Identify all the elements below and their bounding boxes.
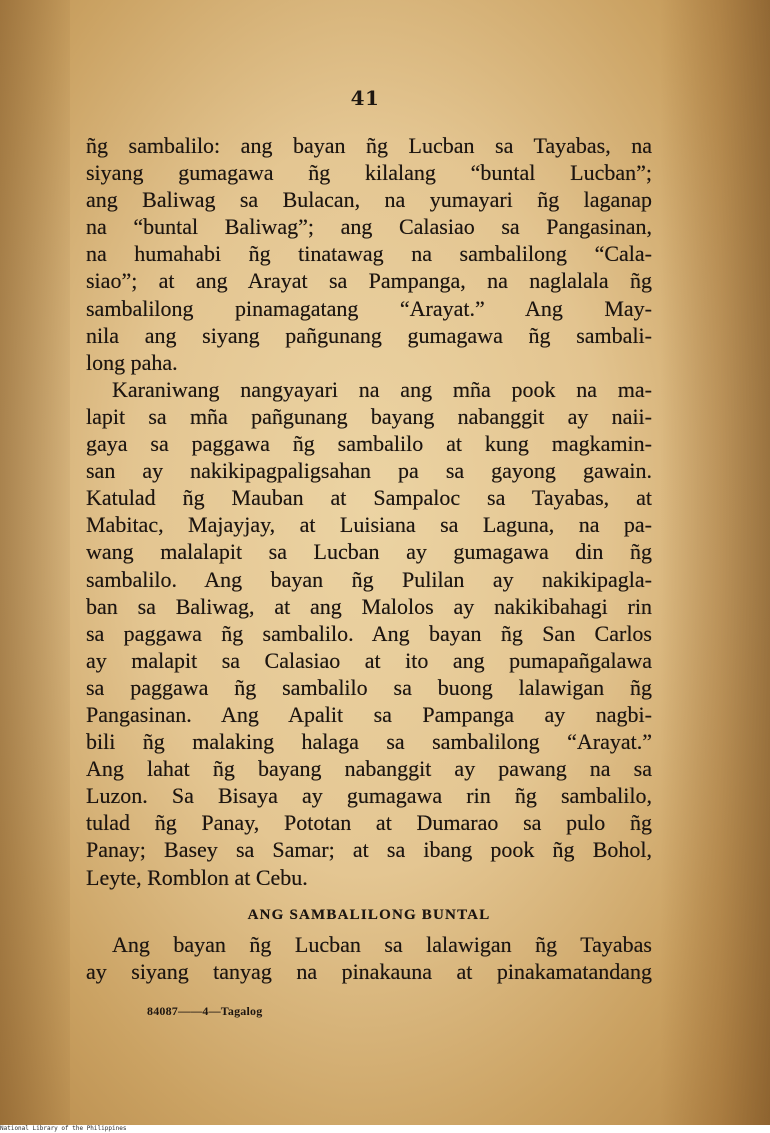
page-number: 41 (350, 86, 380, 110)
text-line: siyang gumagawa ñg kilalang “buntal Lucban”; (86, 160, 652, 186)
library-credit-text: National Library of the Philippines (0, 1125, 127, 1132)
section-heading: ANG SAMBALILONG BUNTAL (247, 906, 491, 923)
text-line: Katulad ñg Mauban at Sampaloc sa Tayabas, at (86, 485, 652, 511)
text-line: Pangasinan. Ang Apalit sa Pampanga ay nagbi- (86, 701, 652, 727)
text-line: ay siyang tanyag na pinakauna at pinakamatandang (86, 958, 652, 984)
printer-code-footer: 84087——4—Tagalog (147, 1004, 263, 1018)
text-line: Luzon. Sa Bisaya ay gumagawa rin ñg sambalilo, (86, 783, 652, 809)
text-line: nila ang siyang pañgunang gumagawa ñg sambali- (86, 322, 652, 348)
text-line: siao”; at ang Arayat sa Pampanga, na naglalala ñg (86, 268, 652, 294)
text-line: ang Baliwag sa Bulacan, na yumayari ñg laganap (86, 187, 652, 213)
text-line: sambalilo. Ang bayan ñg Pulilan ay nakikipagla- (86, 566, 652, 592)
text-line: tulad ñg Panay, Pototan at Dumarao sa pulo ñg (86, 810, 652, 836)
page-body-text (86, 132, 652, 985)
text-line: na “buntal Baliwag”; ang Calasiao sa Pangasinan, (86, 214, 652, 240)
left-page-shadow (0, 0, 70, 1125)
text-line: san ay nakikipagpaligsahan pa sa gayong gawain. (86, 458, 652, 484)
text-line: long paha. (86, 349, 178, 375)
text-line: ñg sambalilo: ang bayan ñg Lucban sa Tayabas, na (86, 133, 652, 158)
text-line: Panay; Basey sa Samar; at sa ibang pook ñg Bohol, (86, 837, 652, 863)
text-line: wang malalapit sa Lucban ay gumagawa din ñg (86, 539, 652, 565)
text-line: gaya sa paggawa ñg sambalilo at kung magkamin- (86, 431, 652, 457)
text-line: sa paggawa ñg sambalilo sa buong lalawigan ñg (86, 674, 652, 700)
text-line: Leyte, Romblon at Cebu. (86, 864, 308, 890)
text-line: bili ñg malaking halaga sa sambalilong “Arayat.” (86, 729, 652, 755)
text-line: ay malapit sa Calasiao at ito ang pumapañgalawa (86, 647, 652, 673)
text-line: Karaniwang nangyayari na ang mña pook na ma- (112, 376, 652, 402)
text-line: ban sa Baliwag, at ang Malolos ay nakikibahagi rin (86, 593, 652, 619)
text-line: Mabitac, Majayjay, at Luisiana sa Laguna, na pa- (86, 512, 652, 538)
text-line: Ang bayan ñg Lucban sa lalawigan ñg Tayabas (112, 931, 652, 957)
text-line: sa paggawa ñg sambalilo. Ang bayan ñg San Carlos (86, 620, 652, 646)
text-line: sambalilong pinamagatang “Arayat.” Ang May- (86, 295, 652, 321)
right-page-shadow (660, 0, 770, 1125)
text-line: na humahabi ñg tinatawag na sambalilong “Cala- (86, 241, 652, 267)
text-line: Ang lahat ñg bayang nabanggit ay pawang na sa (86, 756, 652, 782)
text-line: lapit sa mña pañgunang bayang nabanggit ay naii- (86, 403, 652, 429)
